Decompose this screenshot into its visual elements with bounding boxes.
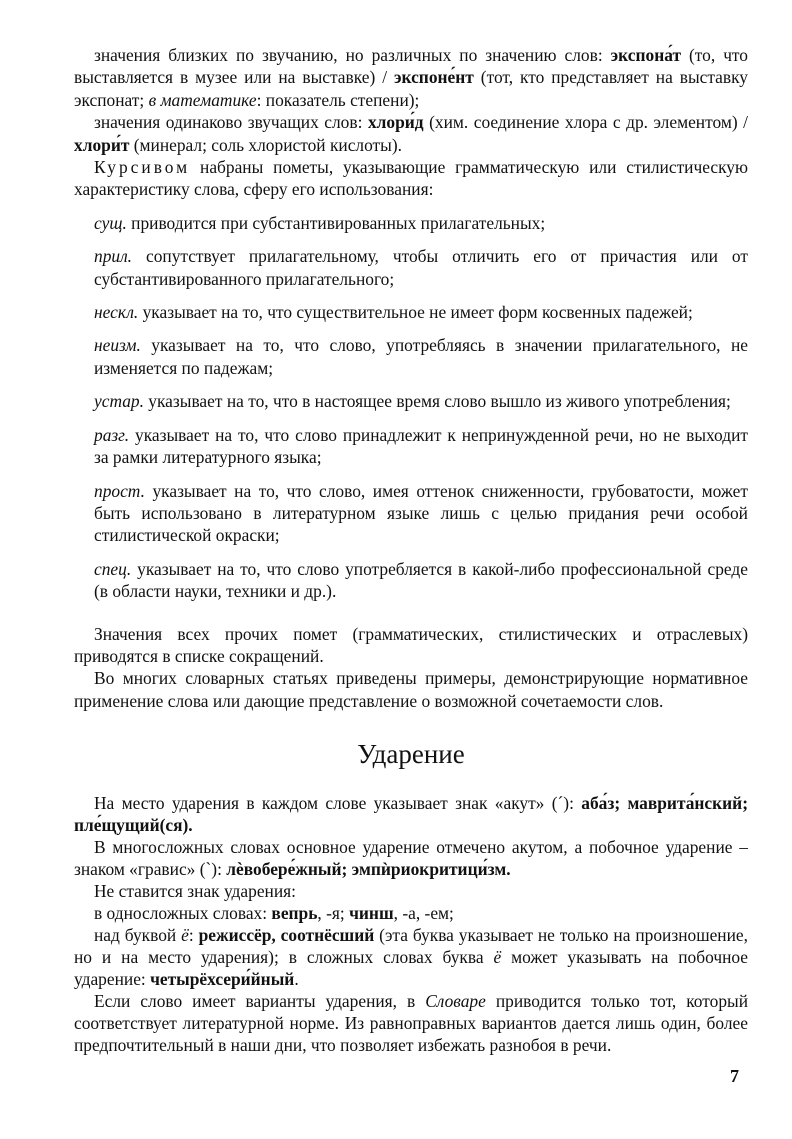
- mark-text: указывает на то, что слово, употребляясь в значении прилагательного, не изменяется по падежам;: [94, 335, 748, 378]
- mark-text: указывает на то, что слово, имея оттенок сниженности, грубоватости, может быть использовано в литературном языке лишь с целью придания речи особой стилистической окраски;: [94, 480, 748, 546]
- paragraph-examples: Во многих словарных статьях приведены примеры, демонстрирующие нормативное применение слова или дающие представление о возможной сочетаемости слов.: [74, 668, 748, 711]
- spaced-word: Курсивом: [94, 157, 191, 178]
- text-run: (минерал; соль хлористой кислоты).: [129, 134, 402, 155]
- mark-text: указывает на то, что в настоящее время слово вышло из живого употребления;: [143, 391, 731, 412]
- mark-abbr: нескл.: [94, 302, 139, 323]
- headword: хлори́д: [367, 112, 424, 133]
- text-run: приводится только тот, который соответствует литературной норме. Из равноправных вариантов дается лишь один, более предпочтительный в наши дни, что позволяет избежать разнобоя в речи.: [74, 991, 749, 1056]
- italic-letter: ё: [181, 925, 189, 946]
- text-run: ):: [211, 859, 227, 880]
- example-words: режиссёр, соотнёсший: [198, 925, 375, 946]
- example-word: четырёхсери́йный: [150, 969, 295, 990]
- text-run: значения одинаково звучащих слов:: [94, 112, 368, 133]
- paragraph-monosyllabic: [74, 902, 748, 924]
- mark-item: [74, 480, 748, 547]
- paragraph-variants: [74, 990, 748, 1056]
- text-run: : показатель степени);: [256, 89, 420, 110]
- mark-abbr: прил.: [94, 246, 133, 267]
- mark-text: указывает на то, что слово принадлежит к непринужденной речи, но не выходит за рамки литературного языка;: [94, 424, 748, 468]
- text-run: , -я;: [317, 903, 350, 924]
- mark-item: [74, 245, 748, 290]
- mark-item: [74, 390, 748, 412]
- italic-mark: в математике: [148, 89, 257, 110]
- mark-text: приводится при субстантивированных прилагательных;: [126, 212, 546, 233]
- grave-symbol: `: [205, 859, 212, 880]
- mark-item: [74, 301, 748, 323]
- document-page: [74, 44, 748, 1056]
- text-run: Если слово имеет варианты ударения, в: [94, 991, 426, 1012]
- paragraph-grave: [74, 836, 748, 880]
- paragraph-acute: [74, 792, 748, 836]
- acute-symbol: ´: [557, 793, 564, 814]
- marks-list: [74, 212, 748, 603]
- text-run: .: [294, 969, 299, 990]
- italic-title: Словаре: [425, 991, 486, 1012]
- text-run: (то, что выставляется в музее или на выставке) /: [74, 45, 749, 88]
- italic-letter: ё: [493, 947, 502, 968]
- mark-abbr: устар.: [94, 391, 144, 412]
- mark-abbr: неизм.: [94, 335, 141, 356]
- paragraph-yo-letter: [74, 924, 748, 990]
- paragraph-paronyms: [74, 44, 748, 111]
- example-word: вепрь: [271, 903, 318, 924]
- mark-text: указывает на то, что существительное не имеет форм косвенных падежей;: [138, 302, 693, 323]
- mark-item: [74, 558, 748, 603]
- text-run: :: [188, 925, 199, 946]
- text-run: ):: [563, 793, 582, 814]
- text-run: в односложных словах:: [94, 903, 272, 924]
- example-words: аба́з; маврита́нский; пле́щущий(ся).: [74, 793, 748, 836]
- text-run: значения близких по звучанию, но различных по значению слов:: [94, 45, 611, 65]
- headword: экспоне́нт: [393, 67, 474, 88]
- paragraph-italics-intro: [74, 156, 748, 201]
- page-number: 7: [730, 1066, 739, 1086]
- headword: хлори́т: [74, 134, 130, 155]
- paragraph-other-marks: Значения всех прочих помет (грамматических, стилистических и отраслевых) приводятся в списке сокращений.: [74, 623, 748, 666]
- text-run: , -а, -ем;: [393, 903, 454, 924]
- text-run: (тот, кто представляет на выставку экспонат;: [74, 67, 748, 110]
- section-heading: Ударение: [357, 739, 465, 770]
- mark-abbr: сущ.: [94, 212, 127, 233]
- text-run: над буквой: [94, 925, 182, 946]
- mark-item: [74, 334, 748, 379]
- mark-abbr: спец.: [94, 558, 132, 579]
- mark-text: указывает на то, что слово употребляется в какой-либо профессиональной среде (в области науки, техники и др.).: [94, 558, 748, 602]
- text-run: (хим. соединение хлора с др. элементом) /: [423, 112, 748, 133]
- text-run: может указывать на побочное ударение:: [74, 947, 749, 990]
- mark-text: сопутствует прилагательному, чтобы отличить его от причастия или от субстантивированного прилагательного;: [94, 246, 748, 289]
- example-word: чинш: [349, 903, 394, 924]
- headword: экспона́т: [610, 45, 681, 65]
- mark-item: [74, 424, 748, 469]
- text-run: набраны пометы, указывающие грамматическую или стилистическую характеристику слова, сферу его использования:: [74, 157, 748, 200]
- example-words: лѐвобере́жный; эмпѝриокритици́зм.: [226, 859, 511, 880]
- paragraph-homophones: [74, 111, 748, 156]
- text-run: В многосложных словах основное ударение отмечено акутом, а побочное ударение – знаком «гравис» (: [74, 837, 748, 880]
- text-run: (эта буква указывает не только на произношение, но и на место ударения); в сложных словах буква: [74, 925, 748, 968]
- text-run: На место ударения в каждом слове указывает знак «акут» (: [94, 793, 558, 814]
- stress-section: [74, 792, 748, 1056]
- paragraph-no-stress: Не ставится знак ударения:: [94, 881, 296, 902]
- mark-abbr: прост.: [94, 480, 145, 501]
- mark-item: [74, 212, 748, 234]
- mark-abbr: разг.: [94, 424, 130, 445]
